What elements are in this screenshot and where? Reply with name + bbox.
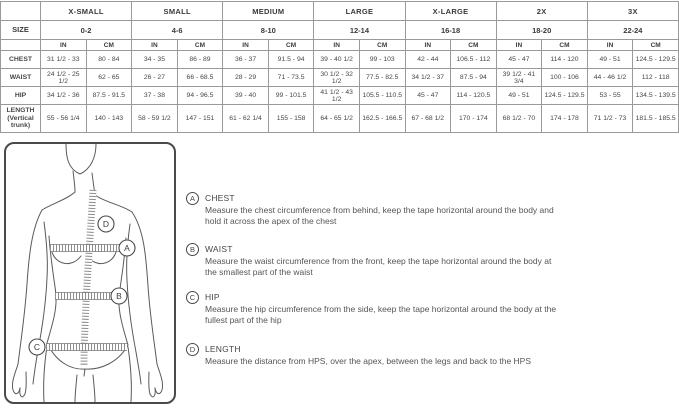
waist-2x-in: 39 1/2 - 41 3/4 <box>496 69 542 87</box>
length-title: LENGTH <box>205 344 241 354</box>
guide-item-waist <box>186 244 557 277</box>
hip-row <box>1 87 679 105</box>
marker-letter-a: A <box>124 243 130 253</box>
marker-letter-b: B <box>116 291 122 301</box>
length-xsmall-in: 55 - 56 1/4 <box>41 105 87 133</box>
size-range-xsmall: 0-2 <box>41 21 132 40</box>
chest-3x-cm: 124.5 - 129.5 <box>633 51 679 69</box>
waist-description: Measure the waist circumference from the front, keep the tape horizontal around the body at the smallest part of the waist <box>205 256 552 277</box>
length-2x-in: 68 1/2 - 70 <box>496 105 542 133</box>
size-name-xsmall: X-SMALL <box>41 2 132 21</box>
length-xlarge-in: 67 - 68 1/2 <box>405 105 451 133</box>
chest-2x-in: 45 - 47 <box>496 51 542 69</box>
chest-medium-cm: 91.5 - 94 <box>268 51 314 69</box>
chest-large-in: 39 - 40 1/2 <box>314 51 360 69</box>
hip-letter-badge: C <box>186 291 199 304</box>
waist-tape <box>55 293 118 300</box>
marker-letter-c: C <box>33 342 41 352</box>
waist-large-cm: 77.5 - 82.5 <box>359 69 405 87</box>
size-row-label: SIZE <box>1 21 41 40</box>
size-name-large: LARGE <box>314 2 405 21</box>
unit-in: IN <box>405 40 451 51</box>
waist-xlarge-in: 34 1/2 - 37 <box>405 69 451 87</box>
chest-medium-in: 36 - 37 <box>223 51 269 69</box>
waist-xlarge-cm: 87.5 - 94 <box>451 69 497 87</box>
length-letter-badge: D <box>186 343 199 356</box>
size-range-2x: 18-20 <box>496 21 587 40</box>
chest-tape <box>50 245 122 252</box>
hip-small-cm: 94 - 96.5 <box>177 87 223 105</box>
waist-2x-cm: 100 - 106 <box>542 69 588 87</box>
unit-cm: CM <box>542 40 588 51</box>
length-description: Measure the distance from HPS, over the apex, between the legs and back to the HPS <box>205 356 532 366</box>
length-xlarge-cm: 170 - 174 <box>451 105 497 133</box>
hip-xlarge-in: 45 - 47 <box>405 87 451 105</box>
size-name-row <box>1 2 679 21</box>
hip-small-in: 37 - 38 <box>132 87 178 105</box>
size-name-small: SMALL <box>132 2 223 21</box>
chest-letter-badge: A <box>186 192 199 205</box>
size-range-row <box>1 21 679 40</box>
waist-small-in: 26 - 27 <box>132 69 178 87</box>
waist-medium-in: 28 - 29 <box>223 69 269 87</box>
figure-marker-b <box>111 288 127 304</box>
guide-item-chest <box>186 193 557 226</box>
size-name-xlarge: X-LARGE <box>405 2 496 21</box>
measure-row-label: CHEST <box>1 51 41 69</box>
hip-2x-cm: 124.5 - 129.5 <box>542 87 588 105</box>
chest-small-cm: 86 - 89 <box>177 51 223 69</box>
guide-item-length <box>186 344 531 367</box>
hip-description: Measure the hip circumference from the side, keep the tape horizontal around the body at the fullest part of the hip <box>205 304 557 325</box>
waist-large-in: 30 1/2 - 32 1/2 <box>314 69 360 87</box>
unit-row-label-cell <box>1 40 41 51</box>
length-2x-cm: 174 - 178 <box>542 105 588 133</box>
size-range-medium: 8-10 <box>223 21 314 40</box>
hip-3x-in: 53 - 55 <box>587 87 633 105</box>
unit-in: IN <box>496 40 542 51</box>
length-3x-in: 71 1/2 - 73 <box>587 105 633 133</box>
measure-row-label: HIP <box>1 87 41 105</box>
size-range-large: 12-14 <box>314 21 405 40</box>
length-3x-cm: 181.5 - 185.5 <box>633 105 679 133</box>
unit-cm: CM <box>268 40 314 51</box>
chest-xsmall-in: 31 1/2 - 33 <box>41 51 87 69</box>
size-name-2x: 2X <box>496 2 587 21</box>
measure-row-label: WAIST <box>1 69 41 87</box>
waist-medium-cm: 71 - 73.5 <box>268 69 314 87</box>
length-small-cm: 147 - 151 <box>177 105 223 133</box>
unit-row <box>1 40 679 51</box>
chest-2x-cm: 114 - 120 <box>542 51 588 69</box>
corner-cell <box>1 2 41 21</box>
marker-letter-d: D <box>102 219 110 229</box>
length-medium-in: 61 - 62 1/4 <box>223 105 269 133</box>
waist-row <box>1 69 679 87</box>
chest-small-in: 34 - 35 <box>132 51 178 69</box>
waist-xsmall-in: 24 1/2 - 25 1/2 <box>41 69 87 87</box>
size-range-small: 4-6 <box>132 21 223 40</box>
figure-marker-d <box>98 216 114 232</box>
chest-xlarge-cm: 106.5 - 112 <box>451 51 497 69</box>
size-name-medium: MEDIUM <box>223 2 314 21</box>
hip-large-in: 41 1/2 - 43 1/2 <box>314 87 360 105</box>
chest-xlarge-in: 42 - 44 <box>405 51 451 69</box>
hip-medium-in: 39 - 40 <box>223 87 269 105</box>
body-diagram <box>6 144 174 402</box>
hip-xsmall-in: 34 1/2 - 36 <box>41 87 87 105</box>
chest-row <box>1 51 679 69</box>
measure-row-label: LENGTH (Vertical trunk) <box>1 105 41 133</box>
hip-2x-in: 49 - 51 <box>496 87 542 105</box>
unit-in: IN <box>223 40 269 51</box>
size-range-3x: 22-24 <box>587 21 678 40</box>
length-large-cm: 162.5 - 166.5 <box>359 105 405 133</box>
chest-xsmall-cm: 80 - 84 <box>86 51 132 69</box>
size-name-3x: 3X <box>587 2 678 21</box>
waist-3x-cm: 112 - 118 <box>633 69 679 87</box>
waist-letter-badge: B <box>186 243 199 256</box>
unit-cm: CM <box>633 40 679 51</box>
chest-large-cm: 99 - 103 <box>359 51 405 69</box>
hip-3x-cm: 134.5 - 139.5 <box>633 87 679 105</box>
hip-tape <box>46 344 127 351</box>
unit-cm: CM <box>177 40 223 51</box>
length-medium-cm: 155 - 158 <box>268 105 314 133</box>
figure-marker-a <box>119 240 135 256</box>
length-xsmall-cm: 140 - 143 <box>86 105 132 133</box>
chest-description: Measure the chest circumference from behind, keep the tape horizontal around the body and hold it across the apex of the chest <box>205 205 554 226</box>
waist-3x-in: 44 - 46 1/2 <box>587 69 633 87</box>
hip-title: HIP <box>205 292 220 302</box>
hip-medium-cm: 99 - 101.5 <box>268 87 314 105</box>
measurement-figure-panel <box>4 142 176 404</box>
unit-in: IN <box>41 40 87 51</box>
unit-in: IN <box>132 40 178 51</box>
unit-in: IN <box>314 40 360 51</box>
hip-xsmall-cm: 87.5 - 91.5 <box>86 87 132 105</box>
waist-title: WAIST <box>205 244 233 254</box>
size-chart-table <box>0 1 679 133</box>
length-large-in: 64 - 65 1/2 <box>314 105 360 133</box>
length-small-in: 58 - 59 1/2 <box>132 105 178 133</box>
figure-marker-c <box>29 339 45 355</box>
unit-cm: CM <box>359 40 405 51</box>
unit-in: IN <box>587 40 633 51</box>
chest-3x-in: 49 - 51 <box>587 51 633 69</box>
waist-xsmall-cm: 62 - 65 <box>86 69 132 87</box>
guide-item-hip <box>186 292 557 325</box>
hip-xlarge-cm: 114 - 120.5 <box>451 87 497 105</box>
unit-cm: CM <box>451 40 497 51</box>
hip-large-cm: 105.5 - 110.5 <box>359 87 405 105</box>
length-row <box>1 105 679 133</box>
waist-small-cm: 66 - 68.5 <box>177 69 223 87</box>
unit-cm: CM <box>86 40 132 51</box>
trunk-tape <box>84 190 93 366</box>
chest-title: CHEST <box>205 193 235 203</box>
size-range-xlarge: 16-18 <box>405 21 496 40</box>
